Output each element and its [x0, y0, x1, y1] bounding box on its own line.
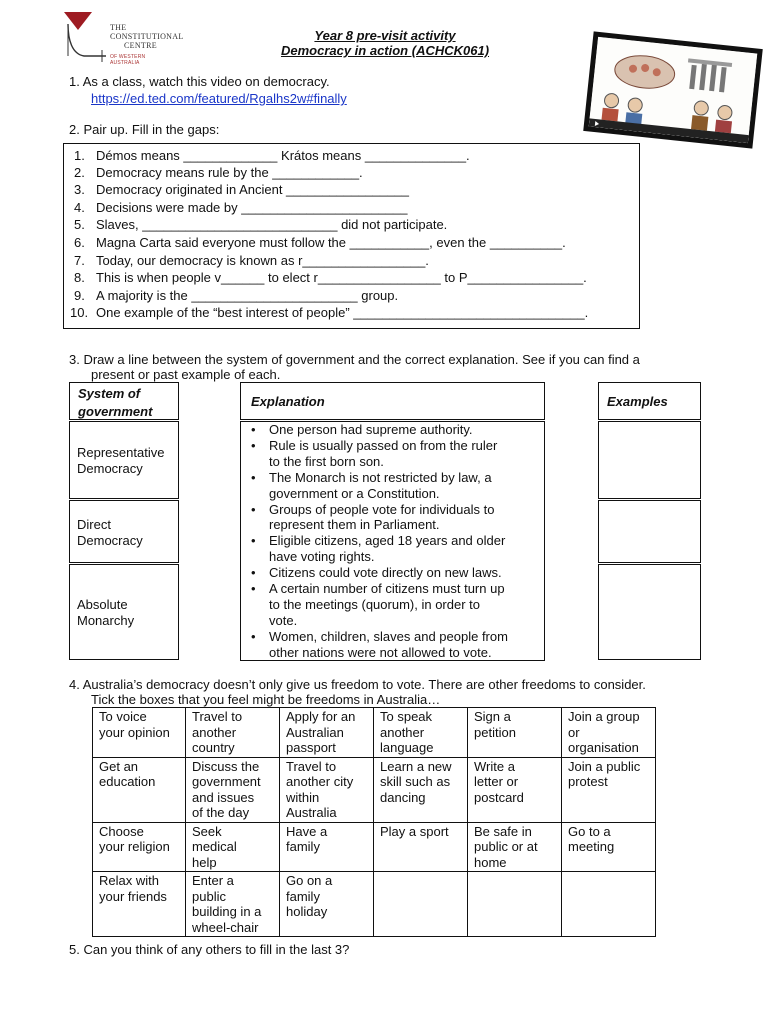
cell-text: Travel to — [192, 709, 243, 724]
cell-text: Write a — [474, 758, 515, 774]
cell-text: Go on a — [286, 873, 333, 888]
empty-freedom-cell[interactable] — [468, 872, 562, 937]
cell-text: Enter a — [192, 873, 234, 888]
cell-text: Relax with — [99, 873, 159, 888]
cell-text: public or at — [474, 839, 538, 854]
freedom-cell[interactable] — [93, 757, 186, 822]
line-number: 4. — [74, 200, 85, 215]
cell-text: To voice — [99, 709, 147, 724]
freedom-cell[interactable] — [562, 708, 656, 758]
gap-text: One example of the “best interest of people” ________________________________. — [96, 305, 589, 320]
freedoms-table — [92, 707, 656, 937]
system-label: Direct — [77, 517, 111, 532]
explanation-text: • Women, children, slaves and people from — [269, 628, 508, 644]
system-cell-representative — [69, 421, 179, 499]
cell-text: Apply for an — [286, 709, 356, 724]
freedom-cell[interactable] — [374, 757, 468, 822]
gap-line — [74, 200, 408, 215]
explanation-text: • Citizens could vote directly on new laws. — [269, 565, 502, 581]
cell-text: your friends — [99, 888, 167, 904]
ted-video-link[interactable]: https://ed.ted.com/featured/Rgalhs2w#finally — [91, 91, 347, 106]
cell-text: skill such as — [380, 774, 451, 789]
cell-text: another — [380, 724, 425, 740]
cell-text: Be safe in — [474, 823, 532, 839]
gap-line — [74, 270, 587, 285]
cell-text: Play a sport — [380, 823, 449, 839]
system-cell-direct — [69, 500, 179, 563]
line-number: 9. — [74, 288, 85, 303]
freedom-cell[interactable] — [562, 822, 656, 872]
cartoon-illustration-icon — [589, 37, 758, 143]
line-number: 1. — [74, 148, 85, 163]
freedom-cell[interactable] — [93, 822, 186, 872]
logo-line: CENTRE — [124, 41, 157, 50]
cell-text: Go to a — [568, 823, 611, 839]
explanation-text: vote. — [269, 612, 298, 628]
explanation-item[interactable] — [247, 533, 508, 565]
cell-text: Learn a new — [380, 758, 452, 774]
explanation-text: other nations were not allowed to vote. — [269, 644, 492, 660]
explanation-text: have voting rights. — [269, 549, 375, 565]
cell-text: education — [99, 774, 156, 789]
cell-text: language — [380, 740, 434, 755]
gap-line — [74, 253, 429, 268]
freedom-cell[interactable] — [93, 872, 186, 937]
explanation-item[interactable] — [247, 565, 508, 581]
cell-text: dancing — [380, 789, 426, 805]
system-cell-absolute — [69, 564, 179, 660]
explanation-item[interactable] — [247, 502, 508, 534]
cell-text: Join a group — [568, 709, 640, 724]
line-number: 7. — [74, 253, 85, 268]
gap-text: Democracy originated in Ancient _________________ — [96, 182, 409, 197]
freedom-cell[interactable] — [468, 757, 562, 822]
freedom-cell[interactable] — [186, 708, 280, 758]
logo-line: CONSTITUTIONAL — [110, 32, 184, 41]
explanation-item[interactable] — [247, 422, 508, 438]
question-5: 5. Can you think of any others to fill in the last 3? — [69, 942, 350, 957]
cell-text: Get an — [99, 758, 139, 774]
system-label: Representative — [77, 445, 165, 460]
cell-text: Have a — [286, 823, 328, 839]
question-4: 4. Australia’s democracy doesn’t only give us freedom to vote. There are other freedoms to consider. — [69, 677, 646, 692]
explanation-item[interactable] — [247, 438, 508, 470]
explanation-text: to the meetings (quorum), in order to — [269, 596, 480, 612]
cell-text: To speak — [380, 709, 433, 724]
explanation-item[interactable] — [247, 629, 508, 661]
example-cell-representative[interactable] — [598, 421, 701, 499]
cell-text: protest — [568, 774, 608, 789]
cell-text: of the day — [192, 805, 250, 820]
logo-subtitle: OF WESTERN AUSTRALIA — [110, 54, 146, 66]
cell-text: home — [474, 854, 507, 870]
explanation-text: • Eligible citizens, aged 18 years and older — [269, 533, 506, 549]
cell-text: Australia — [286, 805, 337, 820]
explanation-item[interactable] — [247, 470, 508, 502]
explanation-text: government or a Constitution. — [269, 485, 440, 501]
cell-text: help — [192, 854, 217, 870]
gap-text: This is when people v______ to elect r_________________ to P________________. — [96, 270, 587, 285]
table-row — [93, 872, 656, 937]
cell-text: Join a public — [568, 758, 641, 774]
gap-text: Magna Carta said everyone must follow the ___________, even the __________. — [96, 235, 566, 250]
line-number: 3. — [74, 182, 85, 197]
freedom-cell[interactable] — [280, 757, 374, 822]
cell-text: family — [286, 888, 320, 904]
cell-text: Seek — [192, 823, 222, 839]
gap-text: Democracy means rule by the ____________. — [96, 165, 363, 180]
line-number: 2. — [74, 165, 85, 180]
gap-text: Démos means _____________ Krátos means ______________. — [96, 148, 470, 163]
freedom-cell[interactable] — [93, 708, 186, 758]
cell-text: passport — [286, 740, 336, 755]
video-thumbnail[interactable] — [583, 31, 763, 148]
question-3: 3. Draw a line between the system of government and the correct explanation. See if you can find a — [69, 352, 640, 367]
freedom-cell[interactable] — [562, 757, 656, 822]
freedom-cell[interactable] — [186, 872, 280, 937]
page-subtitle: Democracy in action (ACHCK061) — [280, 43, 490, 58]
gap-text: Decisions were made by _______________________ — [96, 200, 408, 215]
freedom-cell[interactable] — [468, 708, 562, 758]
logo-line: THE — [110, 23, 127, 32]
empty-freedom-cell[interactable] — [374, 872, 468, 937]
cell-text: wheel-chair — [192, 919, 259, 935]
gap-line — [74, 235, 566, 250]
examples-header: Examples — [607, 394, 668, 409]
system-label: Democracy — [77, 533, 143, 548]
gap-line — [74, 288, 398, 303]
cell-text: Discuss the — [192, 758, 260, 774]
question-4-continued: Tick the boxes that you feel might be freedoms in Australia… — [91, 692, 441, 707]
table-row — [93, 757, 656, 822]
cell-text: government — [192, 774, 261, 789]
cell-text: holiday — [286, 904, 328, 919]
explanation-list — [247, 422, 508, 661]
cell-text: and issues — [192, 789, 255, 805]
explanation-cell — [240, 421, 545, 661]
gap-line — [74, 182, 409, 197]
cell-text: public — [192, 888, 226, 904]
empty-freedom-cell[interactable] — [562, 872, 656, 937]
cell-text: medical — [192, 839, 237, 854]
system-label: Democracy — [77, 461, 143, 476]
cell-text: petition — [474, 724, 516, 740]
explanation-text: represent them in Parliament. — [269, 517, 440, 533]
line-number: 8. — [74, 270, 85, 285]
gap-text: Slaves, ___________________________ did not participate. — [96, 217, 448, 232]
system-header-cell — [69, 382, 179, 420]
system-label: Monarchy — [77, 613, 135, 628]
explanation-header-cell — [240, 382, 545, 420]
freedom-cell[interactable] — [468, 822, 562, 872]
gap-text: Today, our democracy is known as r_________________. — [96, 253, 429, 268]
explanation-text: to the first born son. — [269, 453, 384, 469]
explanation-header: Explanation — [251, 394, 325, 409]
gap-text: A majority is the _______________________ group. — [96, 288, 399, 303]
freedom-cell[interactable] — [186, 822, 280, 872]
cell-text: building in a — [192, 904, 262, 919]
table-row — [93, 822, 656, 872]
cell-text: country — [192, 740, 235, 755]
cell-text: Australian — [286, 724, 344, 740]
explanation-text: • One person had supreme authority. — [269, 422, 473, 437]
example-cell-absolute[interactable] — [598, 564, 701, 660]
freedom-cell[interactable] — [280, 872, 374, 937]
cell-text: Choose — [99, 823, 144, 839]
examples-header-cell — [598, 382, 701, 420]
cell-text: another city — [286, 774, 354, 789]
system-header: System of — [78, 386, 141, 401]
freedom-cell[interactable] — [374, 708, 468, 758]
cell-text: organisation — [568, 740, 639, 755]
cell-text: your religion — [99, 839, 170, 854]
freedom-cell[interactable] — [280, 708, 374, 758]
cell-text: meeting — [568, 839, 615, 854]
cell-text: Travel to — [286, 758, 337, 774]
freedom-cell[interactable] — [280, 822, 374, 872]
line-number: 5. — [74, 217, 85, 232]
freedom-cell[interactable] — [186, 757, 280, 822]
system-label: Absolute — [77, 597, 128, 612]
freedom-cell[interactable] — [374, 822, 468, 872]
example-cell-direct[interactable] — [598, 500, 701, 563]
cell-text: letter or — [474, 774, 519, 789]
gap-line — [70, 305, 588, 320]
table-row — [93, 708, 656, 758]
question-1: 1. As a class, watch this video on democracy. — [69, 74, 330, 89]
cell-text: postcard — [474, 789, 524, 805]
question-2: 2. Pair up. Fill in the gaps: — [69, 122, 220, 137]
explanation-text: • Rule is usually passed on from the ruler — [269, 437, 498, 453]
cell-text: your opinion — [99, 724, 170, 740]
cell-text: Sign a — [474, 709, 511, 724]
explanation-text: • The Monarch is not restricted by law, a — [269, 469, 492, 485]
cell-text: family — [286, 839, 320, 854]
gap-line — [74, 217, 447, 232]
explanation-text: • Groups of people vote for individuals to — [269, 501, 495, 517]
line-number: 10. — [70, 305, 89, 320]
gap-line — [74, 165, 363, 180]
question-3-continued: present or past example of each. — [91, 367, 281, 382]
gap-line — [74, 148, 470, 163]
line-number: 6. — [74, 235, 85, 250]
cell-text: or — [568, 724, 580, 740]
explanation-text: • A certain number of citizens must turn up — [269, 581, 505, 597]
system-header: government — [78, 404, 153, 419]
cell-text: within — [286, 789, 320, 805]
explanation-item[interactable] — [247, 581, 508, 629]
page-title: Year 8 pre-visit activity — [314, 28, 456, 43]
cell-text: another — [192, 724, 237, 740]
fill-gaps-box — [63, 143, 640, 329]
